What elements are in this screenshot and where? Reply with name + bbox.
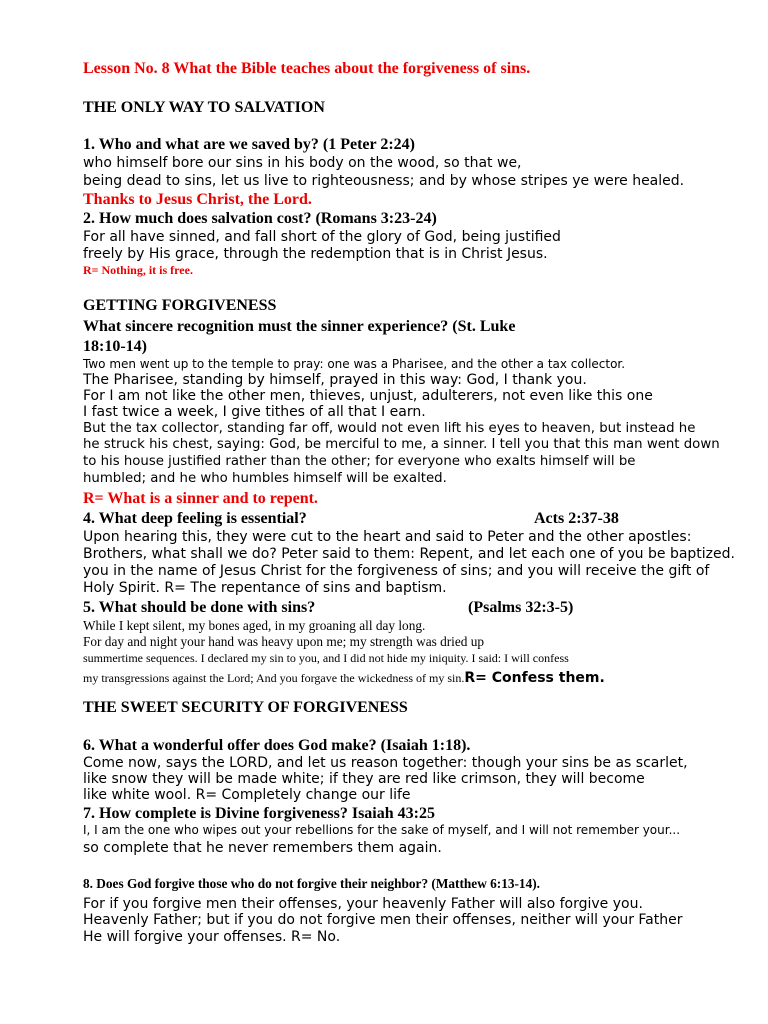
verse-line: being dead to sins, let us live to righteousness; and by whose stripes ye were healed. <box>83 173 685 189</box>
verse-line: While I kept silent, my bones aged, in my groaning all day long. <box>83 618 426 633</box>
verse-line: Two men went up to the temple to pray: one was a Pharisee, and the other a tax collector. <box>83 357 626 371</box>
question-4-ref: Acts 2:37-38 <box>534 510 619 527</box>
section-heading-sweet-security: THE SWEET SECURITY OF FORGIVENESS <box>83 699 408 716</box>
lesson-title: Lesson No. 8 What the Bible teaches about the forgiveness of sins. <box>83 60 531 77</box>
question-7: 7. How complete is Divine forgiveness? Isaiah 43:25 <box>83 805 435 822</box>
verse-line: humbled; and he who humbles himself will be exalted. <box>83 471 447 486</box>
answer-1: Thanks to Jesus Christ, the Lord. <box>83 191 312 208</box>
question-5: 5. What should be done with sins? <box>83 599 316 616</box>
verse-line: like white wool. R= Completely change our life <box>83 787 411 803</box>
verse-text: my transgressions against the Lord; And you forgave the wickedness of my sin. <box>83 671 465 685</box>
verse-line: Heavenly Father; but if you do not forgive men their offenses, neither will your Father <box>83 912 683 928</box>
section-heading-salvation: THE ONLY WAY TO SALVATION <box>83 99 325 116</box>
verse-line: to his house justified rather than the other; for everyone who exalts himself will be <box>83 454 636 469</box>
verse-line: so complete that he never remembers them again. <box>83 840 442 856</box>
question-2: 2. How much does salvation cost? (Romans 3:23-24) <box>83 210 437 227</box>
question-4: 4. What deep feeling is essential? <box>83 510 307 527</box>
section-heading-getting-forgiveness: GETTING FORGIVENESS <box>83 297 277 314</box>
verse-line: Upon hearing this, they were cut to the heart and said to Peter and the other apostles: <box>83 529 692 545</box>
verse-line: For if you forgive men their offenses, your heavenly Father will also forgive you. <box>83 896 643 912</box>
answer-2: R= Nothing, it is free. <box>83 263 193 277</box>
verse-line: Brothers, what shall we do? Peter said to them: Repent, and let each one of you be baptized. <box>83 546 735 562</box>
verse-line: summertime sequences. I declared my sin to you, and I did not hide my iniquity. I said: I will confess <box>83 651 569 665</box>
verse-line: But the tax collector, standing far off, would not even lift his eyes to heaven, but instead he <box>83 421 696 436</box>
verse-line: For I am not like the other men, thieves, unjust, adulterers, not even like this one <box>83 388 653 404</box>
question-1: 1. Who and what are we saved by? (1 Peter 2:24) <box>83 136 415 153</box>
verse-line: He will forgive your offenses. R= No. <box>83 929 341 945</box>
answer-5: R= Confess them. <box>464 670 605 686</box>
verse-line: For day and night your hand was heavy upon me; my strength was dried up <box>83 634 485 649</box>
verse-line: The Pharisee, standing by himself, prayed in this way: God, I thank you. <box>83 372 587 388</box>
question-5-ref: (Psalms 32:3-5) <box>468 599 574 616</box>
verse-line: I, I am the one who wipes out your rebellions for the sake of myself, and I will not remember your... <box>83 823 681 837</box>
verse-line: Come now, says the LORD, and let us reason together: though your sins be as scarlet, <box>83 755 688 771</box>
verse-line-with-answer <box>83 670 605 686</box>
verse-line: he struck his chest, saying: God, be merciful to me, a sinner. I tell you that this man went down <box>83 437 720 452</box>
question-3-ref: 18:10-14) <box>83 338 147 355</box>
verse-line: who himself bore our sins in his body on the wood, so that we, <box>83 155 522 171</box>
verse-line: freely by His grace, through the redemption that is in Christ Jesus. <box>83 246 548 262</box>
verse-line: like snow they will be made white; if they are red like crimson, they will become <box>83 771 645 787</box>
verse-line: Holy Spirit. R= The repentance of sins and baptism. <box>83 580 447 596</box>
answer-3: R= What is a sinner and to repent. <box>83 490 318 507</box>
question-6: 6. What a wonderful offer does God make? (Isaiah 1:18). <box>83 737 471 754</box>
question-3: What sincere recognition must the sinner experience? (St. Luke <box>83 318 516 335</box>
verse-line: you in the name of Jesus Christ for the forgiveness of sins; and you will receive the gift of <box>83 563 710 579</box>
verse-line: I fast twice a week, I give tithes of all that I earn. <box>83 404 426 420</box>
question-8: 8. Does God forgive those who do not forgive their neighbor? (Matthew 6:13-14). <box>83 876 540 891</box>
verse-line: For all have sinned, and fall short of the glory of God, being justified <box>83 229 561 245</box>
